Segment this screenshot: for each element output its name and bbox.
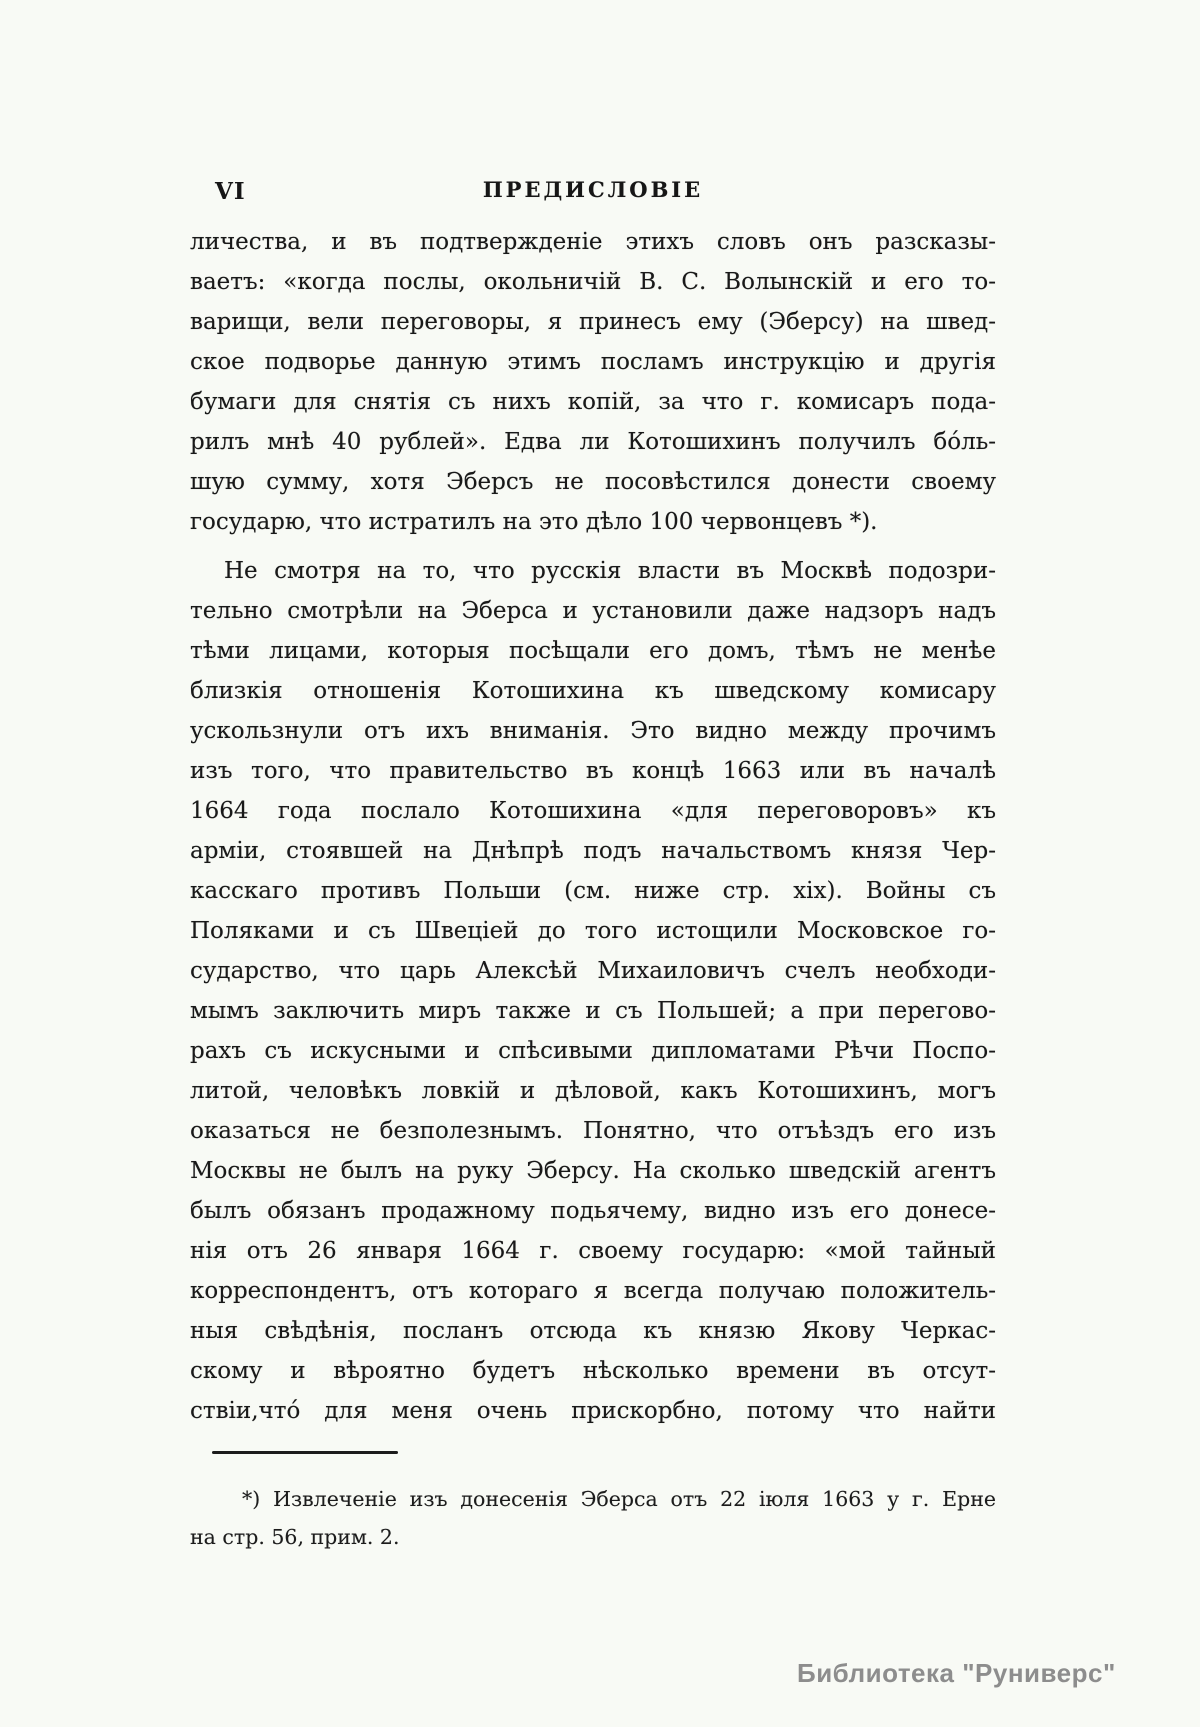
text-line: нія отъ 26 января 1664 г. своему государю: «мой тайный xyxy=(190,1238,996,1264)
text-line: рилъ мнѣ 40 рублей». Едва ли Котошихинъ получилъ бо́ль- xyxy=(190,429,996,455)
text-line: государю, что истратилъ на это дѣло 100 червонцевъ *). xyxy=(190,509,878,535)
text-line: тельно смотрѣли на Эберса и установили даже надзоръ надъ xyxy=(190,598,996,624)
text-line: Поляками и съ Швеціей до того истощили Московское го- xyxy=(190,918,996,944)
text-line: Москвы не былъ на руку Эберсу. На сколько шведскій агентъ xyxy=(190,1158,996,1184)
text-line: Не смотря на то, что русскія власти въ Москвѣ подозри- xyxy=(224,558,996,584)
text-line: ваетъ: «когда послы, окольничій В. С. Волынскій и его то- xyxy=(190,269,996,295)
text-line: былъ обязанъ продажному подьячему, видно изъ его донесе- xyxy=(190,1198,996,1224)
text-line: ствіи,что́ для меня очень прискорбно, потому что найти xyxy=(190,1398,996,1424)
text-line: сударство, что царь Алексѣй Михаиловичъ счелъ необходи- xyxy=(190,958,996,984)
text-line: корреспондентъ, отъ котораго я всегда получаю положитель- xyxy=(190,1278,996,1304)
text-line: изъ того, что правительство въ концѣ 1663 или въ началѣ xyxy=(190,758,996,784)
running-header: ПРЕДИСЛОВІЕ xyxy=(482,177,704,202)
footnote xyxy=(190,1480,996,1556)
text-line: тѣми лицами, которыя посѣщали его домъ, тѣмъ не менѣе xyxy=(190,638,996,664)
text-line: личества, и въ подтвержденіе этихъ словъ онъ разсказы- xyxy=(190,229,996,255)
text-line: варищи, вели переговоры, я принесъ ему (Эберсу) на швед- xyxy=(190,309,996,335)
text-line: близкія отношенія Котошихина къ шведскому комисару xyxy=(190,678,996,704)
text-line: ское подворье данную этимъ посламъ инструкцію и другія xyxy=(190,349,996,375)
text-line: шую сумму, хотя Эберсъ не посовѣстился донести своему xyxy=(190,469,996,495)
library-watermark: Библиотека "Руниверс" xyxy=(797,1658,1116,1688)
text-line: бумаги для снятія съ нихъ копій, за что г. комисаръ пода- xyxy=(190,389,996,415)
text-line: литой, человѣкъ ловкій и дѣловой, какъ Котошихинъ, могъ xyxy=(190,1078,996,1104)
footnote-line: на стр. 56, прим. 2. xyxy=(190,1525,400,1549)
text-line: ускользнули отъ ихъ вниманія. Это видно между прочимъ xyxy=(190,718,996,744)
footnote-line: *) Извлеченіе изъ донесенія Эберса отъ 22 іюля 1663 у г. Ерне xyxy=(242,1487,996,1511)
text-line: оказаться не безполезнымъ. Понятно, что отъѣздъ его изъ xyxy=(190,1118,996,1144)
text-line: касскаго противъ Польши (см. ниже стр. xix). Войны съ xyxy=(190,878,996,904)
footnote-rule xyxy=(212,1451,398,1454)
text-line: арміи, стоявшей на Днѣпрѣ подъ начальствомъ князя Чер- xyxy=(190,838,996,864)
text-line: рахъ съ искусными и спѣсивыми дипломатами Рѣчи Поспо- xyxy=(190,1038,996,1064)
text-line: скому и вѣроятно будетъ нѣсколько времени въ отсут- xyxy=(190,1358,996,1384)
text-line: мымъ заключить миръ также и съ Польшей; а при перегово- xyxy=(190,998,996,1024)
paragraph xyxy=(190,551,996,1431)
text-line: ныя свѣдѣнія, посланъ отсюда къ князю Якову Черкас- xyxy=(190,1318,996,1344)
text-line: 1664 года послало Котошихина «для переговоровъ» къ xyxy=(190,798,996,824)
text-block xyxy=(190,222,996,1431)
paragraph xyxy=(190,222,996,542)
page-number: VI xyxy=(215,178,246,205)
